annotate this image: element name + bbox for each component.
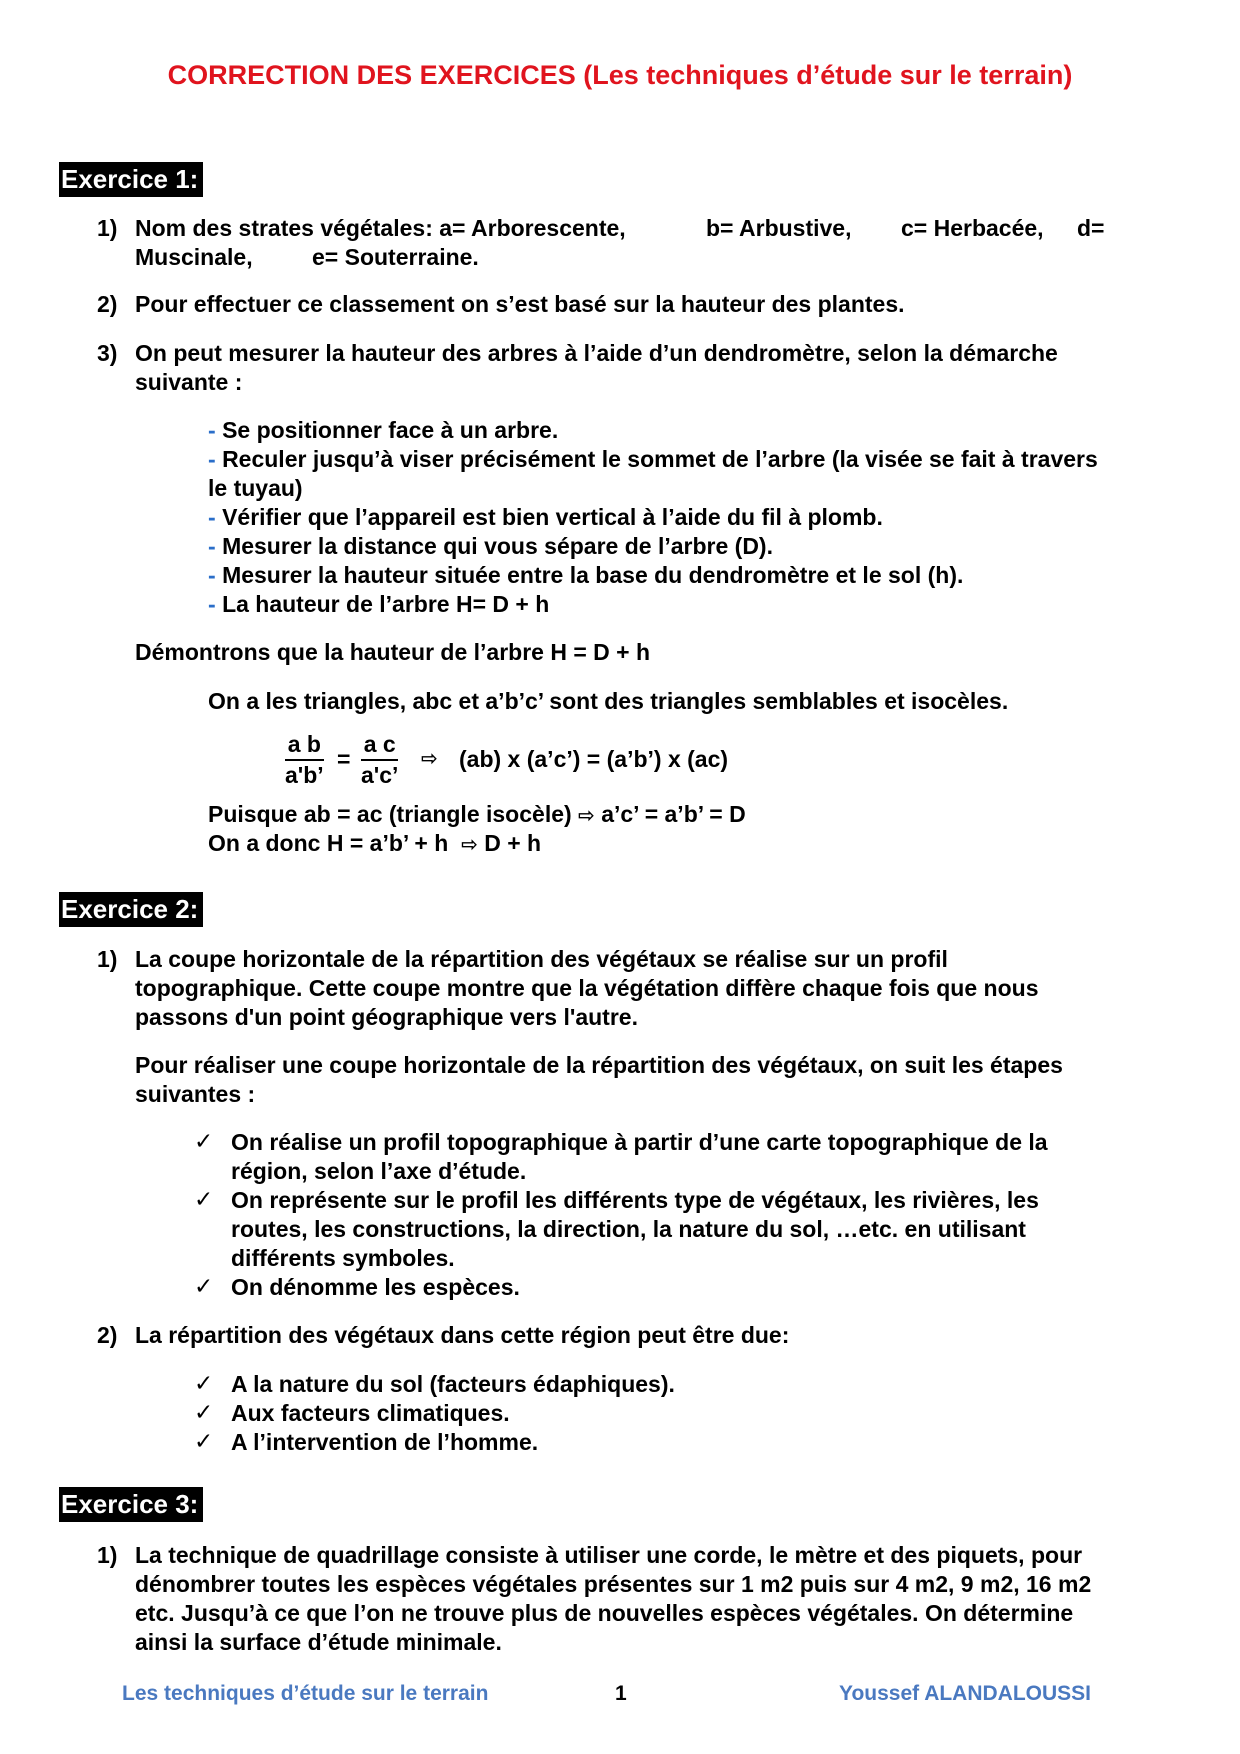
ex1-step	[208, 503, 883, 532]
ex1-step-continuation: le tuyau)	[208, 475, 303, 501]
document-title: CORRECTION DES EXERCICES (Les techniques d’étude sur le terrain)	[167, 60, 1073, 90]
footer-course-title: Les techniques d’étude sur le terrain	[122, 1682, 489, 1705]
ex2-q1-line: passons d'un point géographique vers l'autre.	[135, 1004, 638, 1030]
ex1-step-text: Se positionner face à un arbre.	[222, 417, 559, 443]
fraction-denominator: a'b’	[285, 762, 324, 788]
ex2-q1-line: topographique. Cette coupe montre que la végétation diffère chaque fois que nous	[135, 975, 1039, 1001]
ex1-q3-number: 3)	[97, 340, 118, 366]
checkmark-icon: ✓	[194, 1428, 214, 1454]
hence-text: On a donc H = a’b’ + h	[208, 830, 449, 856]
implies-arrow-icon: ⇨	[461, 834, 478, 856]
ex1-q2-text: Pour effectuer ce classement on s’est basé sur la hauteur des plantes.	[135, 291, 905, 317]
ex2-check-line: On dénomme les espèces.	[231, 1274, 520, 1300]
ex2-check-line: On représente sur le profil les différents type de végétaux, les rivières, les	[231, 1187, 1039, 1213]
dash-bullet: -	[208, 446, 216, 472]
ex3-q1-line: etc. Jusqu’à ce que l’on ne trouve plus de nouvelles espèces végétales. On détermine	[135, 1600, 1074, 1626]
ex1-step	[208, 532, 773, 561]
ex3-q1-line: dénombrer toutes les espèces végétales présentes sur 1 m2 puis sur 4 m2, 9 m2, 16 m2	[135, 1571, 1092, 1597]
ex1-demo-title: Démontrons que la hauteur de l’arbre H = D + h	[135, 639, 651, 665]
ex2-q2-check: Aux facteurs climatiques.	[231, 1400, 510, 1426]
fraction-numerator: a c	[361, 731, 398, 761]
ex1-step-text: Mesurer la distance qui vous sépare de l’arbre (D).	[222, 533, 773, 559]
ex2-q2-check: A l’intervention de l’homme.	[231, 1429, 539, 1455]
checkmark-icon: ✓	[194, 1128, 214, 1154]
ex2-check-line: routes, les constructions, la direction, la nature du sol, …etc. en utilisant	[231, 1216, 1026, 1242]
ex2-q2-number: 2)	[97, 1322, 118, 1348]
dash-bullet: -	[208, 417, 216, 443]
ex1-q1-strata-e: e= Souterraine.	[312, 244, 479, 270]
ex2-q2-check: A la nature du sol (facteurs édaphiques).	[231, 1371, 675, 1397]
ex2-q1-para2-line: Pour réaliser une coupe horizontale de la répartition des végétaux, on suit les étapes	[135, 1052, 1063, 1078]
since-text: Puisque ab = ac (triangle isocèle)	[208, 801, 572, 827]
exercise-3-heading: Exercice 3:	[59, 1487, 203, 1522]
fraction-ab-over-a'b'	[285, 731, 324, 789]
ex1-q2-number: 2)	[97, 291, 118, 317]
ex1-q1-number: 1)	[97, 215, 118, 241]
checkmark-icon: ✓	[194, 1399, 214, 1425]
ex1-step	[208, 445, 1098, 474]
ex1-step	[208, 590, 549, 619]
ex2-q2-text: La répartition des végétaux dans cette région peut être due:	[135, 1322, 790, 1348]
ex2-q1-line: La coupe horizontale de la répartition des végétaux se réalise sur un profil	[135, 946, 948, 972]
dash-bullet: -	[208, 504, 216, 530]
ex1-equation-result: (ab) x (a’c’) = (a’b’) x (ac)	[459, 746, 729, 772]
ex1-q1-strata-c: c= Herbacée,	[901, 215, 1044, 241]
since-result: a’c’ = a’b’ = D	[601, 801, 746, 827]
ex1-demo-line: On a les triangles, abc et a’b’c’ sont des triangles semblables et isocèles.	[208, 688, 1009, 714]
checkmark-icon: ✓	[194, 1273, 214, 1299]
checkmark-icon: ✓	[194, 1370, 214, 1396]
ex1-step-text: Mesurer la hauteur située entre la base du dendromètre et le sol (h).	[222, 562, 964, 588]
ex1-step-text: La hauteur de l’arbre H= D + h	[222, 591, 550, 617]
ex3-q1-line: La technique de quadrillage consiste à utiliser une corde, le mètre et des piquets, pour	[135, 1542, 1083, 1568]
ex1-step	[208, 416, 558, 445]
ex2-check-line: différents symboles.	[231, 1245, 455, 1271]
ex3-q1-line: ainsi la surface d’étude minimale.	[135, 1629, 502, 1655]
ex2-check-line: région, selon l’axe d’étude.	[231, 1158, 527, 1184]
ex2-q1-para2-line: suivantes :	[135, 1081, 256, 1107]
implies-arrow-icon: ⇨	[421, 748, 438, 770]
ex1-step-text: Vérifier que l’appareil est bien vertical à l’aide du fil à plomb.	[222, 504, 883, 530]
ex2-q1-number: 1)	[97, 946, 118, 972]
ex1-q3-line-2: suivante :	[135, 369, 243, 395]
ex3-q1-number: 1)	[97, 1542, 118, 1568]
dash-bullet: -	[208, 533, 216, 559]
ex1-q1-strata-a: Nom des strates végétales: a= Arborescente,	[135, 215, 626, 241]
fraction-ac-over-a'c'	[361, 731, 398, 789]
footer-author: Youssef ALANDALOUSSI	[839, 1682, 1092, 1705]
checkmark-icon: ✓	[194, 1186, 214, 1212]
ex1-q1-strata-b: b= Arbustive,	[706, 215, 852, 241]
ex1-step-text: Reculer jusqu’à viser précisément le sommet de l’arbre (la visée se fait à travers	[222, 446, 1098, 472]
implies-arrow-icon: ⇨	[578, 805, 595, 827]
exercise-2-heading: Exercice 2:	[59, 892, 203, 927]
ex1-hence-line	[208, 829, 541, 860]
ex1-q1-muscinale: Muscinale,	[135, 244, 253, 270]
dash-bullet: -	[208, 591, 216, 617]
ex1-q3-line-1: On peut mesurer la hauteur des arbres à l’aide d’un dendromètre, selon la démarche	[135, 340, 1058, 366]
dash-bullet: -	[208, 562, 216, 588]
fraction-numerator: a b	[285, 731, 324, 761]
ex1-step	[208, 561, 963, 590]
exercise-1-heading: Exercice 1:	[59, 162, 203, 197]
ex2-check-line: On réalise un profil topographique à partir d’une carte topographique de la	[231, 1129, 1048, 1155]
hence-result: D + h	[484, 830, 542, 856]
footer-page-number: 1	[615, 1682, 627, 1705]
ex1-q1-strata-d: d=	[1077, 215, 1105, 241]
ex1-since-line	[208, 800, 746, 831]
fraction-denominator: a'c’	[361, 762, 399, 788]
equals-sign: =	[337, 746, 351, 772]
